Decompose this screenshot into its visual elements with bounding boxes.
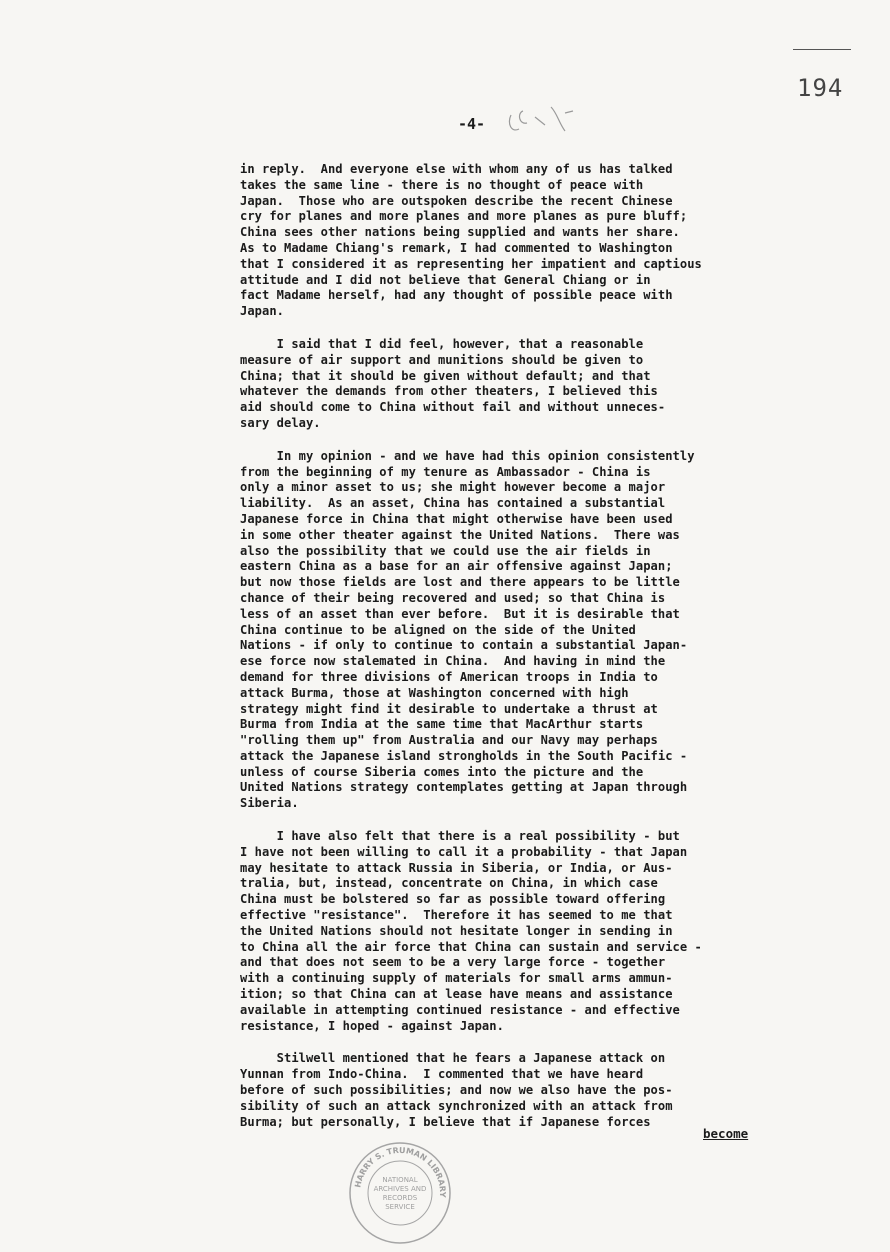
paragraph-3: In my opinion - and we have had this opinion consistently from the beginning of my tenure as Ambassador - China is only a minor asset to us; she might however become a major liability. As an asset, China has contained a substantial Japanese force in China that might otherwise have been used in some other theater against the United Nations. There was also the possibility that we could use the air fields in eastern China as a base for an air offensive against Japan; but now those fields are lost and there appears to be little chance of their being recovered and used; so that China is less of an asset than ever before. But it is desirable that China continue to be aligned on the side of the United Nations - if only to continue to contain a substantial Japan- ese force now stalemated in China. And having in mind the demand for three divisions of American troops in India to attack Burma, those at Washington concerned with high strategy might find it desirable to undertake a thrust at Burma from India at the same time that MacArthur starts "rolling them up" from Australia and our Navy may perhaps attack the Japanese island strongholds in the South Pacific - unless of course Siberia comes into the picture and the United Nations strategy contemplates getting at Japan through Siberia. (240, 448, 695, 811)
paragraph-4: I have also felt that there is a real possibility - but I have not been willing to call it a probability - that Japan may hesitate to attack Russia in Siberia, or India, or Aus- tralia, but, instead, concentrate on China, in which case China must be bolstered so far as possible toward offering effective "resistance". Therefore it has seemed to me that the United Nations should not hesitate longer in sending in to China all the air force that China can sustain and service - and that does not seem to be a very large force - together with a continuing supply of materials for small arms ammun- ition; so that China can at lease have means and assistance available in attempting continued resistance - and effective resistance, I hoped - against Japan. (240, 829, 702, 1033)
svg-text:SERVICE: SERVICE (385, 1203, 415, 1211)
top-rule (793, 49, 851, 50)
paragraph-5: Stilwell mentioned that he fears a Japanese attack on Yunnan from Indo-China. I commented that we have heard before of such possibilities; and now we also have the pos- sibility of such an attack synchronized with an attack from Burma; but personally, I believe that if Japanese forces (240, 1051, 673, 1129)
svg-text:RECORDS: RECORDS (382, 1194, 418, 1202)
catchword: become (703, 1126, 749, 1141)
handwritten-mark (505, 103, 585, 137)
svg-text:ARCHIVES AND: ARCHIVES AND (373, 1185, 427, 1193)
paragraph-1: in reply. And everyone else with whom any of us has talked takes the same line - there is no thought of peace with Japan. Those who are outspoken describe the recent Chinese cry for planes and more planes and more planes as pure bluff; China sees other nations being supplied and wants her share. As to Madame Chiang's remark, I had commented to Washington that I considered it as representing her impatient and captious attitude and I did not believe that General Chiang or in fact Madame herself, had any thought of possible peace with Japan. (240, 162, 702, 319)
svg-text:HARRY S. TRUMAN LIBRARY: HARRY S. TRUMAN LIBRARY (353, 1145, 448, 1198)
paragraph-2: I said that I did feel, however, that a reasonable measure of air support and munitions should be given to China; that it should be given without default; and that whatever the demands from other theaters, I believed this aid should come to China without fail and without unneces- sary delay. (240, 336, 666, 430)
archive-stamp (346, 1139, 454, 1247)
page-number: -4- (458, 115, 486, 133)
letter-body (240, 162, 792, 1147)
svg-text:NATIONAL: NATIONAL (382, 1176, 418, 1184)
archive-page-number: 194 (797, 74, 844, 102)
